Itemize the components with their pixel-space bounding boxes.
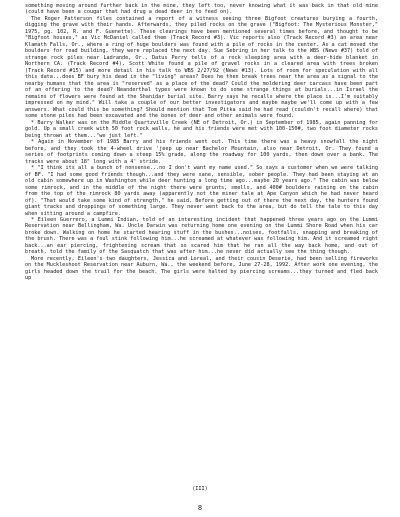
- paragraph: * "I think its all a bunch of nonsense...no I don't want my name used." So says a customer when we were talking of BF. "I had some good friends though...and they were sane, sensible, sober people. They had been staying at an old cabin somewhere up in Washington while deer hunting a long time ago...maybe 20 years ago." The cabin was below some rimrock, and in the middle of the night there were grunts, smells, and 400# boulders raining on the cabin from the top of the rimrock 80 yards away (apparently not the miner tale at Ape Canyon which he had never heard of). "That would take some kind of strength," he said. Before getting out of there the next day, the hunters found giant tracks and droppings of something large. They never went back to the area, but do tell the tale to this day when sitting around a campfire.: [25, 165, 378, 217]
- paragraph: The Roger Patterson files contained a report of a witness seeing three Bigfoot creatures burying a fourth, digging the grave with their hands. Afterwards, they piled rocks on the grave ("Bigfoot: The Mysterious Monster," 1975, pg. 102, R. and F. Guenette). These clearings have been mentioned several times before, and thought to be "Bigfoot houses," as Vic McDaniel called them (Track Record #3). Vic reports also (Track Record #3) an area near Klamath Falls, Or., where a ring of huge boulders was found with a pile of rocks in the center. As a cat moved the boulders for road building, they were replaced the next day. Sue Sebring in her talk to the WBS (News #37) told of strange rock piles near Ladrande, Or., Datus Perry tells of a rock sleeping area with a deer-hide blanket in Northern CA. (Track Record #4), Scott White found a pile of gravel rocks in a cleared area with trees broken (Track Record #15) and more detail in his talk to WBS 2/27/92 (News #13). Lots of room for speculation with all this data...does BF bury his dead in the "living" areas? Does he then break trees near the area as a signal to the nearby humans that the area is "reserved" as a place of the dead? Could the moldering deer carcass have been part of an offering to the dead? Neanderthal types were known to do some strange things at burials...in Israel the remains of flowers were found at the Shanidar burial site. Barry says he recalls where the place is...I'm suitably impressed on my mind." Will take a couple of our better investigators and maybe maybe we'll come up with a few answers. What could this be something? Should mention that Tom Pitka said he had read (couldn't recall where) that some stone piles had been excavated and the bones of deer and other animals were found.: [25, 15, 378, 120]
- page-reference: (III): [192, 486, 208, 492]
- paragraph: * Eileen Guerrero, a Lummi Indian, told of an interesting incident that happened three years ago on the Lummi Reservation near Bellingham, Wa. Uncle Darwin was returning home one evening on the Lummi Shore Road when his car broke down. Walking on home he started hearing stuff in the bushes...noises, footfalls, snapping and breaking of the brush. There was a foul stink following him...he screamed at whatever was following him. And it screamed right back...an ear piercing, frightening scream that so scared him that he ran all the way back home, and out of breath, told the family of the Sasquatch that was after him...he never did actually see the thing though.: [25, 216, 378, 256]
- paragraph: * Again in November of 1985 Barry and his friends went out. This time there was a heavy snowfall the night before, and they took the 4-wheel drive 'jeep up near Bachelor Mountain, also near Detroit, Or. They found a series of footprints coming down a steep 15% grade, along the roadway for 100 yards, then down over a bank. The tracks were about 18" long with a 4' stride.: [25, 139, 378, 165]
- body-text: [25, 3, 378, 282]
- paragraph: * Barry Walker was on the Middle Quartzville Creek (NE of Detroit, Or.) in September of 1985, again panning for gold. Up a small creek with 50 foot rock walls, he and his friends were met with 100-150#, two foot diameter rocks being thrown at them..."we just left.": [25, 119, 378, 139]
- page-number: 8: [197, 504, 203, 512]
- paragraph: something moving around further back in the mine, they left too, never knowing what it was back in that old mine (could have been a cougar that had drug a dead deer in to feed on).: [25, 3, 378, 16]
- paragraph: More recently, Eileen's two daughters, Jessica and Loreal, and their cousin Deserie, had been selling fireworks on the Muckleshoot Reservation near Auburn, Wa., the weekend before, June 27-28, 1992. After work one evening, the girls headed down the trail for the beach. The girls were halted by piercing screams...they turned and fled back up: [25, 255, 378, 282]
